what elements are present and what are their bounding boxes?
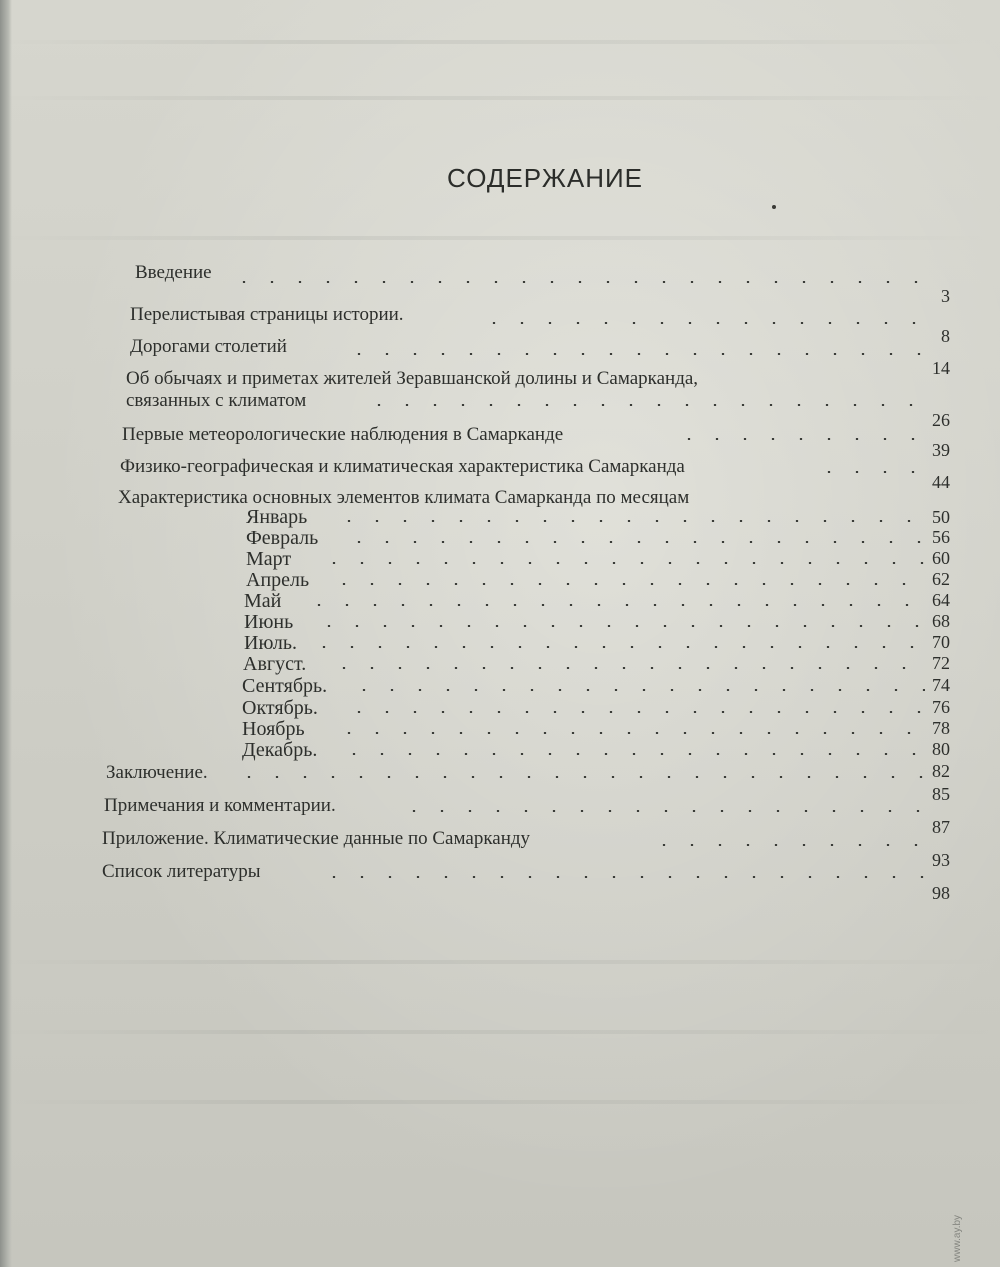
dot-leader — [320, 876, 925, 878]
toc-entry-label: Приложение. Климатические данные по Самарканду — [102, 828, 531, 849]
dot-leader — [235, 776, 925, 778]
toc-entry-page: 3 — [941, 286, 950, 306]
toc-entry-page: 50 — [932, 507, 950, 527]
toc-entry-label: Заключение. — [106, 762, 208, 783]
bleed-through-line — [0, 236, 1000, 240]
dot-leader — [345, 541, 925, 543]
toc-entry-page: 8 — [941, 326, 950, 346]
toc-entry-page: 72 — [932, 653, 950, 673]
toc-entry-label: Перелистывая страницы истории. — [130, 304, 404, 325]
toc-entry-label: Февраль — [246, 527, 319, 549]
toc-entry-page: 93 — [932, 850, 950, 870]
dot-leader — [675, 438, 925, 440]
toc-entry-page: 14 — [932, 358, 950, 378]
toc-entry-label: Август. — [243, 653, 307, 675]
toc-entry-page: 87 — [932, 817, 950, 837]
dot-leader — [305, 604, 925, 606]
toc-entry-page: 56 — [932, 527, 950, 547]
toc-entry-page: 76 — [932, 697, 950, 717]
bleed-through-line — [0, 96, 1000, 100]
toc-entry-page: 39 — [932, 440, 950, 460]
dot-leader — [310, 646, 925, 648]
toc-entry-label: Физико-географическая и климатическая характеристика Самарканда — [120, 456, 685, 477]
toc-entry-page: 98 — [932, 883, 950, 903]
toc-entry-label: Июнь — [244, 611, 294, 633]
dot-leader — [230, 281, 925, 283]
toc-entry-label: Первые метеорологические наблюдения в Самарканде — [122, 424, 564, 445]
dot-leader — [335, 520, 925, 522]
dot-leader — [480, 322, 925, 324]
dot-leader — [365, 404, 925, 406]
toc-entry-label: Октябрь. — [242, 697, 318, 719]
toc-entry-label: Примечания и комментарии. — [104, 795, 336, 816]
dot-leader — [330, 667, 925, 669]
toc-entry-page: 74 — [932, 675, 950, 695]
page-title: СОДЕРЖАНИЕ — [446, 163, 643, 193]
watermark: www.ay.by — [952, 1214, 963, 1262]
toc-entry-label: Декабрь. — [242, 739, 318, 761]
toc-entry-page: 44 — [932, 472, 950, 492]
toc-entry-label: Январь — [246, 506, 308, 528]
toc-entry-label: Июль. — [244, 632, 297, 654]
dot-leader — [350, 689, 925, 691]
dot-leader — [345, 353, 925, 355]
toc-entry-page: 85 — [932, 784, 950, 804]
toc-entry-label: Май — [244, 590, 282, 612]
toc-entry-label: Сентябрь. — [242, 675, 328, 697]
toc-entry-page: 68 — [932, 611, 950, 631]
dot-leader — [340, 753, 925, 755]
toc-entry-label: Ноябрь — [242, 718, 305, 740]
toc-entry-page: 64 — [932, 590, 950, 610]
toc-entry-label: Характеристика основных элементов климата Самарканда по месяцам — [118, 487, 690, 508]
ink-speck — [772, 205, 776, 209]
bleed-through-line — [0, 1030, 1000, 1034]
toc-entry-page: 60 — [932, 548, 950, 568]
dot-leader — [315, 625, 925, 627]
toc-entry-label: Апрель — [246, 569, 310, 591]
toc-entry-label: Введение — [135, 262, 212, 283]
toc-entry-label: Об обычаях и приметах жителей Зеравшанской долины и Самарканда, — [126, 368, 699, 389]
toc-entry-page: 70 — [932, 632, 950, 652]
toc-entry-page: 82 — [932, 761, 950, 781]
toc-entry-label: Март — [246, 548, 292, 570]
toc-entry-page: 26 — [932, 410, 950, 430]
toc-entry-label: Дорогами столетий — [130, 336, 287, 357]
bleed-through-line — [0, 40, 1000, 44]
toc-entry-label: связанных с климатом — [126, 390, 307, 411]
bleed-through-line — [0, 1100, 1000, 1104]
dot-leader — [400, 810, 925, 812]
dot-leader — [335, 732, 925, 734]
dot-leader — [320, 562, 925, 564]
dot-leader — [345, 711, 925, 713]
dot-leader — [330, 583, 925, 585]
toc-entry-label: Список литературы — [102, 861, 261, 882]
toc-entry-page: 80 — [932, 739, 950, 759]
toc-entry-page: 62 — [932, 569, 950, 589]
dot-leader — [650, 844, 925, 846]
toc-entry-page: 78 — [932, 718, 950, 738]
bleed-through-line — [0, 960, 1000, 964]
